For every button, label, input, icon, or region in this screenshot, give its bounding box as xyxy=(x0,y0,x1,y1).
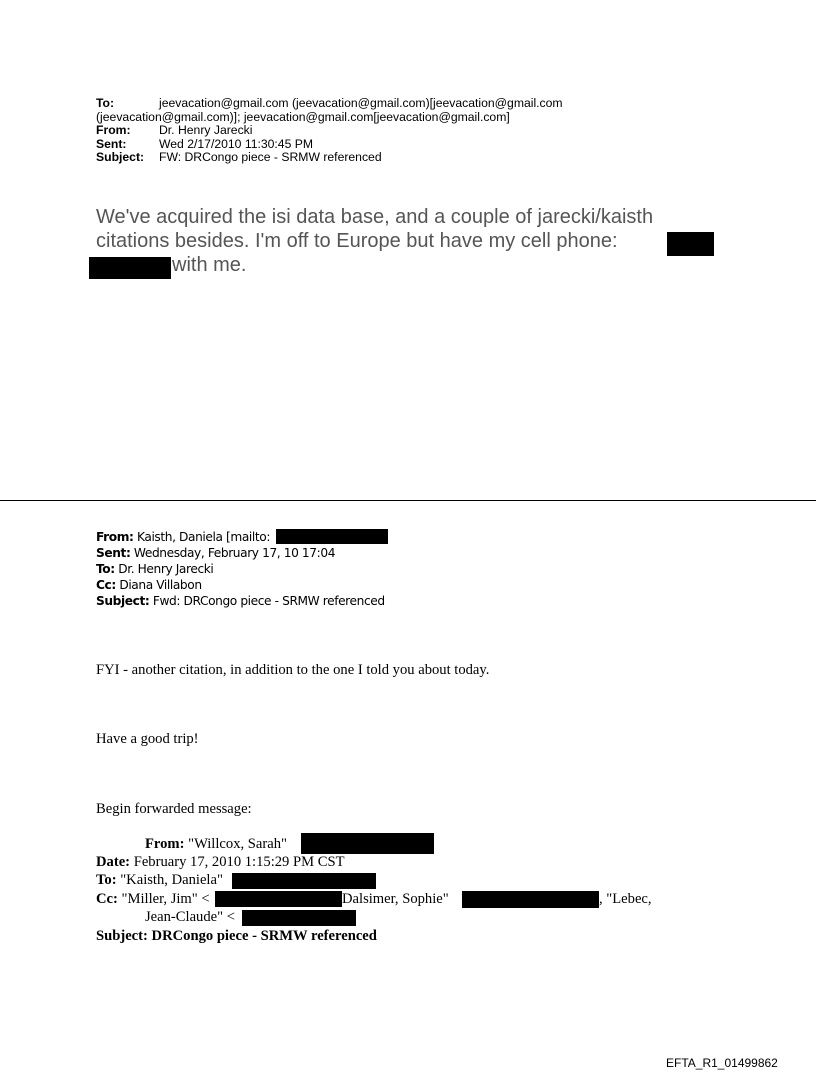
orig-from-line xyxy=(145,836,287,853)
redaction-phone-1 xyxy=(667,232,714,256)
to-value: jeevacation@gmail.com (jeevacation@gmail.com)[jeevacation@gmail.com xyxy=(159,96,563,110)
orig-cc-value-4: Jean-Claude" < xyxy=(145,909,235,925)
orig-from-label: From: xyxy=(145,836,185,852)
sent-value: Wed 2/17/2010 11:30:45 PM xyxy=(159,136,314,151)
from-line xyxy=(96,124,563,138)
fwd-to-line xyxy=(96,561,385,577)
redaction-orig-to xyxy=(232,873,376,889)
sent-label: Sent: xyxy=(96,136,127,151)
redaction-fwd-email xyxy=(276,529,388,544)
fwd-to-label: To: xyxy=(96,562,115,576)
fwd-cc-label: Cc: xyxy=(96,578,116,592)
message-line-3: with me. xyxy=(172,254,247,276)
message-body xyxy=(96,206,736,253)
message-line-2-wrap xyxy=(96,230,736,254)
orig-date-label: Date: xyxy=(96,854,131,870)
from-label: From: xyxy=(96,123,131,137)
subject-label: Subject: xyxy=(96,150,145,164)
orig-to-value: "Kaisth, Daniela" xyxy=(120,872,223,888)
orig-subject-line xyxy=(96,928,377,945)
fwd-sent-label: Sent: xyxy=(96,546,131,560)
sent-line xyxy=(96,138,563,152)
fwd-subject-value: Fwd: DRCongo piece - SRMW referenced xyxy=(152,594,385,608)
to-line xyxy=(96,97,563,111)
subject-line xyxy=(96,151,563,165)
orig-to-label: To: xyxy=(96,872,117,888)
orig-cc-value-2: Dalsimer, Sophie" xyxy=(342,891,449,907)
redaction-cc-2 xyxy=(462,891,599,908)
body-trip: Have a good trip! xyxy=(96,731,199,747)
fwd-from-label: From: xyxy=(96,530,134,544)
message-line-2: citations besides. I'm off to Europe but have my cell phone: xyxy=(96,229,618,252)
redaction-phone-2 xyxy=(89,257,171,279)
fwd-sent-line xyxy=(96,545,385,561)
fwd-from-value: Kaisth, Daniela [mailto: xyxy=(137,530,271,544)
redaction-cc-3 xyxy=(242,910,356,926)
fwd-sent-value: Wednesday, February 17, 10 17:04 xyxy=(133,546,336,560)
fwd-cc-value: Diana Villabon xyxy=(119,578,202,592)
orig-cc-label: Cc: xyxy=(96,891,118,907)
orig-date-value: February 17, 2010 1:15:29 PM CST xyxy=(133,854,345,870)
orig-cc-value-1: "Miller, Jim" < xyxy=(121,891,210,907)
orig-subject-label: Subject: xyxy=(96,928,148,944)
fwd-subject-label: Subject: xyxy=(96,594,150,608)
from-value: Dr. Henry Jarecki xyxy=(159,123,253,137)
message-line-1: We've acquired the isi data base, and a couple of jarecki/kaisth xyxy=(96,206,654,228)
document-id: EFTA_R1_01499862 xyxy=(666,1056,778,1070)
orig-subject-value: DRCongo piece - SRMW referenced xyxy=(151,928,377,944)
to-line-continued xyxy=(96,111,563,125)
subject-value: FW: DRCongo piece - SRMW referenced xyxy=(159,150,382,164)
body-begin-forwarded: Begin forwarded message: xyxy=(96,801,252,817)
fwd-to-value: Dr. Henry Jarecki xyxy=(118,562,214,576)
redaction-orig-from xyxy=(301,833,434,854)
section-divider xyxy=(0,500,816,501)
orig-cc-line xyxy=(96,891,210,908)
orig-cc-value-3: , "Lebec, xyxy=(599,891,652,907)
fwd-subject-line xyxy=(96,593,385,609)
top-email-header xyxy=(96,97,563,165)
orig-from-value: "Willcox, Sarah" xyxy=(188,836,287,852)
to-value-continued: (jeevacation@gmail.com)]; jeevacation@gmail.com[jeevacation@gmail.com] xyxy=(96,109,510,124)
to-label: To: xyxy=(96,96,115,110)
orig-date-line xyxy=(96,854,345,871)
orig-to-line xyxy=(96,872,223,889)
body-fyi: FYI - another citation, in addition to the one I told you about today. xyxy=(96,662,490,678)
fwd-cc-line xyxy=(96,577,385,593)
redaction-cc-1 xyxy=(215,891,342,907)
